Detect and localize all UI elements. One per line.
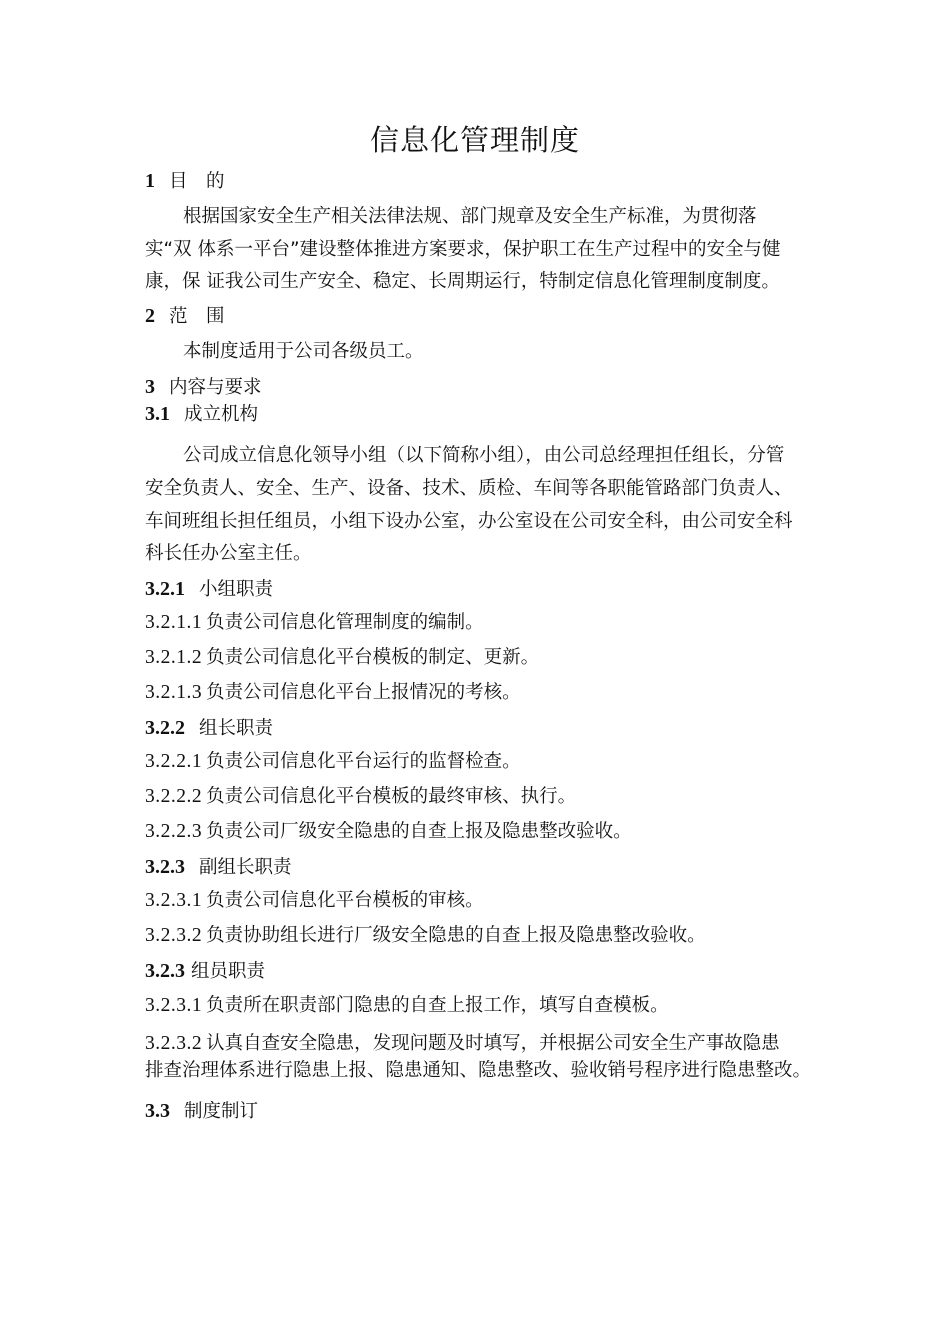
list-item-continuation: 排查治理体系进行隐患上报、隐患通知、隐患整改、验收销号程序进行隐患整改。 xyxy=(145,1060,812,1081)
list-item: 3.2.2.3 负责公司厂级安全隐患的自查上报及隐患整改验收。 xyxy=(145,821,632,842)
paragraph-line: 科长任办公室主任。 xyxy=(145,543,312,564)
list-item: 3.2.3.1 负责公司信息化平台模板的审核。 xyxy=(145,890,484,911)
paragraph-line: 公司成立信息化领导小组（以下简称小组），由公司总经理担任组长，分管 xyxy=(183,445,785,466)
list-item: 3.2.1.2 负责公司信息化平台模板的制定、更新。 xyxy=(145,647,540,668)
section-heading-3-2-2: 3.2.2 组长职责 xyxy=(145,717,274,739)
section-heading-3-2-1: 3.2.1 小组职责 xyxy=(145,578,274,600)
list-item: 3.2.2.2 负责公司信息化平台模板的最终审核、执行。 xyxy=(145,786,577,807)
paragraph-line: 车间班组长担任组员，小组下设办公室，办公室设在公司安全科，由公司安全科 xyxy=(145,511,793,532)
paragraph-line: 本制度适用于公司各级员工。 xyxy=(183,341,424,362)
list-item: 3.2.1.1 负责公司信息化管理制度的编制。 xyxy=(145,612,484,633)
paragraph-line: 根据国家安全生产相关法律法规、部门规章及安全生产标准，为贯彻落 xyxy=(183,206,757,227)
section-heading-3-3: 3.3 制度制订 xyxy=(145,1100,259,1122)
section-heading-3-2-3-members: 3.2.3 组员职责 xyxy=(145,960,266,982)
list-item: 3.2.3.2 认真自查安全隐患，发现问题及时填写，并根据公司安全生产事故隐患 xyxy=(145,1033,780,1054)
list-item: 3.2.2.1 负责公司信息化平台运行的监督检查。 xyxy=(145,751,521,772)
list-item: 3.2.3.1 负责所在职责部门隐患的自查上报工作，填写自查模板。 xyxy=(145,995,669,1016)
section-heading-1: 1 目 的 xyxy=(145,170,225,192)
paragraph-line: 安全负责人、安全、生产、设备、技术、质检、车间等各职能管路部门负责人、 xyxy=(145,478,793,499)
section-heading-3-2-3-deputy: 3.2.3 副组长职责 xyxy=(145,856,292,878)
paragraph-line: 康，保 证我公司生产安全、稳定、长周期运行，特制定信息化管理制度制度。 xyxy=(145,271,780,292)
section-heading-3: 3 内容与要求 xyxy=(145,376,262,398)
section-heading-3-1: 3.1 成立机构 xyxy=(145,403,259,425)
paragraph-line: 实“双 体系一平台”建设整体推进方案要求，保护职工在生产过程中的安全与健 xyxy=(145,239,781,260)
list-item: 3.2.1.3 负责公司信息化平台上报情况的考核。 xyxy=(145,682,521,703)
document-title: 信息化管理制度 xyxy=(369,123,580,157)
list-item: 3.2.3.2 负责协助组长进行厂级安全隐患的自查上报及隐患整改验收。 xyxy=(145,925,706,946)
section-heading-2: 2 范 围 xyxy=(145,305,225,327)
